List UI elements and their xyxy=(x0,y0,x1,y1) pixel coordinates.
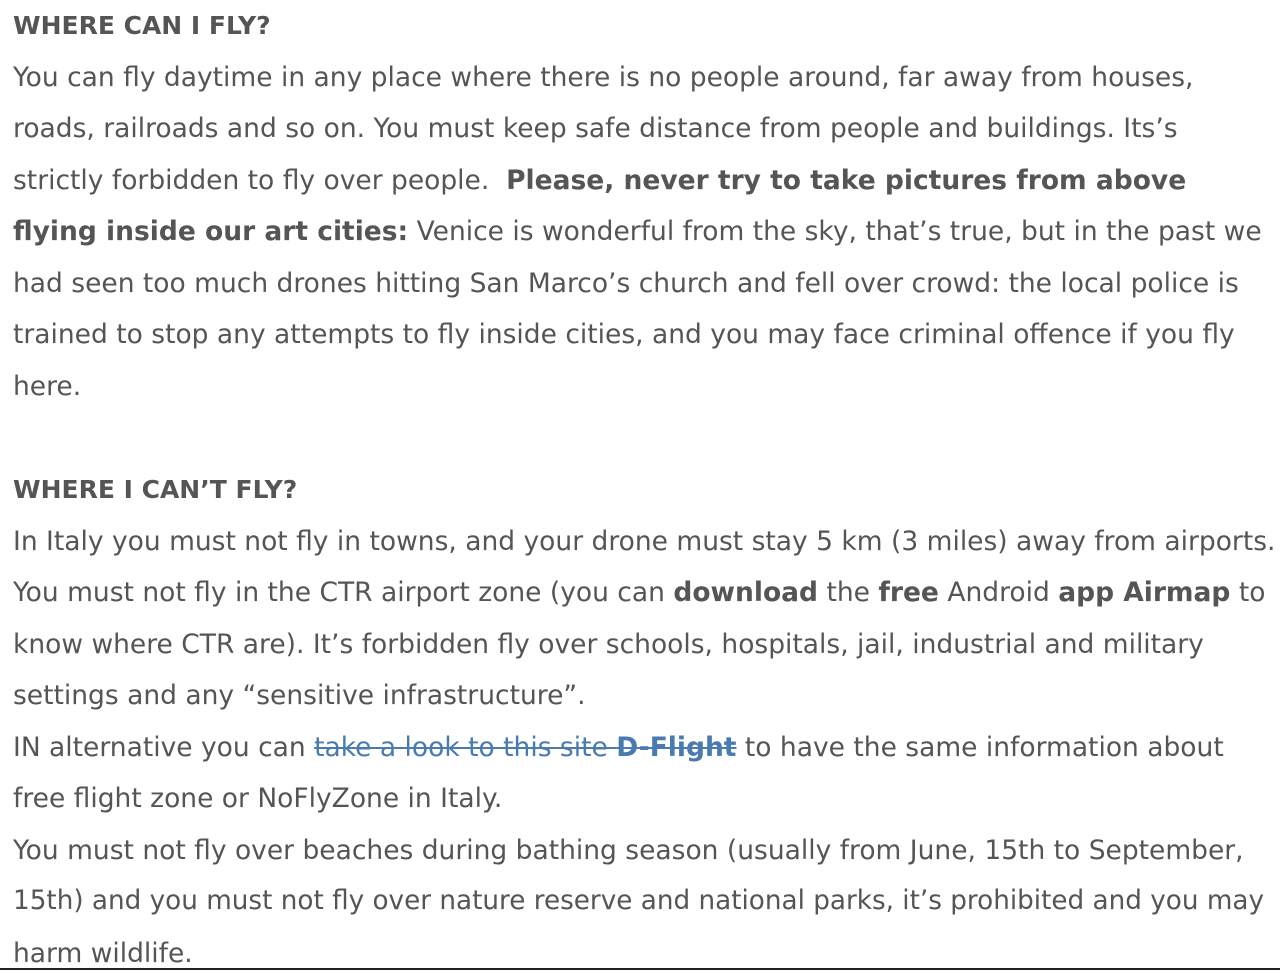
paragraph-line: In Italy you must not fly in towns, and your drone must stay 5 km (3 miles) away from airports. xyxy=(13,525,1276,557)
bold-warning-text: Please, never try to take pictures from above xyxy=(506,164,1187,196)
paragraph-text: IN alternative you can xyxy=(13,731,315,763)
paragraph-line: You can fly daytime in any place where there is no people around, far away from houses, xyxy=(13,61,1194,93)
paragraph-text: to have the same information about xyxy=(736,731,1224,763)
paragraph-text: You must not fly in the CTR airport zone (you can xyxy=(13,577,674,608)
paragraph-line xyxy=(13,722,1275,774)
paragraph-text: the xyxy=(818,577,879,608)
paragraph-line: free flight zone or NoFlyZone in Italy. xyxy=(13,783,503,814)
paragraph-line: trained to stop any attempts to fly inside cities, and you may face criminal offence if you fly xyxy=(13,319,1235,350)
paragraph-line: settings and any “sensitive infrastructure”. xyxy=(13,680,586,711)
paragraph-text: to xyxy=(1230,577,1266,608)
paragraph-line xyxy=(13,206,1275,258)
paragraph-line: know where CTR are). It’s forbidden fly over schools, hospitals, jail, industrial and military xyxy=(13,628,1204,660)
bold-warning-text: flying inside our art cities: xyxy=(13,216,409,247)
bold-text-app-airmap: app Airmap xyxy=(1058,577,1231,608)
section-heading-where-can-i-fly: WHERE CAN I FLY? xyxy=(13,11,271,40)
paragraph-text: Android xyxy=(938,577,1059,608)
paragraph-line: harm wildlife. xyxy=(13,937,193,969)
paragraph-line: had seen too much drones hitting San Marco’s church and fell over crowd: the local police is xyxy=(13,267,1239,299)
paragraph-line: here. xyxy=(13,370,82,402)
paragraph-line: roads, railroads and so on. You must keep safe distance from people and buildings. Its’s xyxy=(13,113,1178,144)
paragraph-line xyxy=(13,155,1275,207)
article-content xyxy=(13,0,1275,971)
paragraph-line: 15th) and you must not fly over nature reserve and national parks, it’s prohibited and you may xyxy=(13,886,1265,916)
section-heading-where-i-cant-fly: WHERE I CAN’T FLY? xyxy=(13,475,298,504)
paragraph-line: You must not fly over beaches during bathing season (usually from June, 15th to September, xyxy=(13,834,1244,866)
paragraph-text: Venice is wonderful from the sky, that’s true, but in the past we xyxy=(408,216,1262,247)
bottom-divider xyxy=(0,968,1280,970)
link-bold-text: D-Flight xyxy=(616,731,737,763)
paragraph-line xyxy=(13,567,1275,619)
bold-text-free: free xyxy=(878,577,939,608)
link-text: take a look to this site xyxy=(314,731,617,763)
d-flight-link[interactable] xyxy=(314,732,736,763)
paragraph-text: strictly forbidden to fly over people. xyxy=(13,164,507,196)
bold-text-download: download xyxy=(673,577,819,608)
section-spacer xyxy=(13,412,1275,464)
